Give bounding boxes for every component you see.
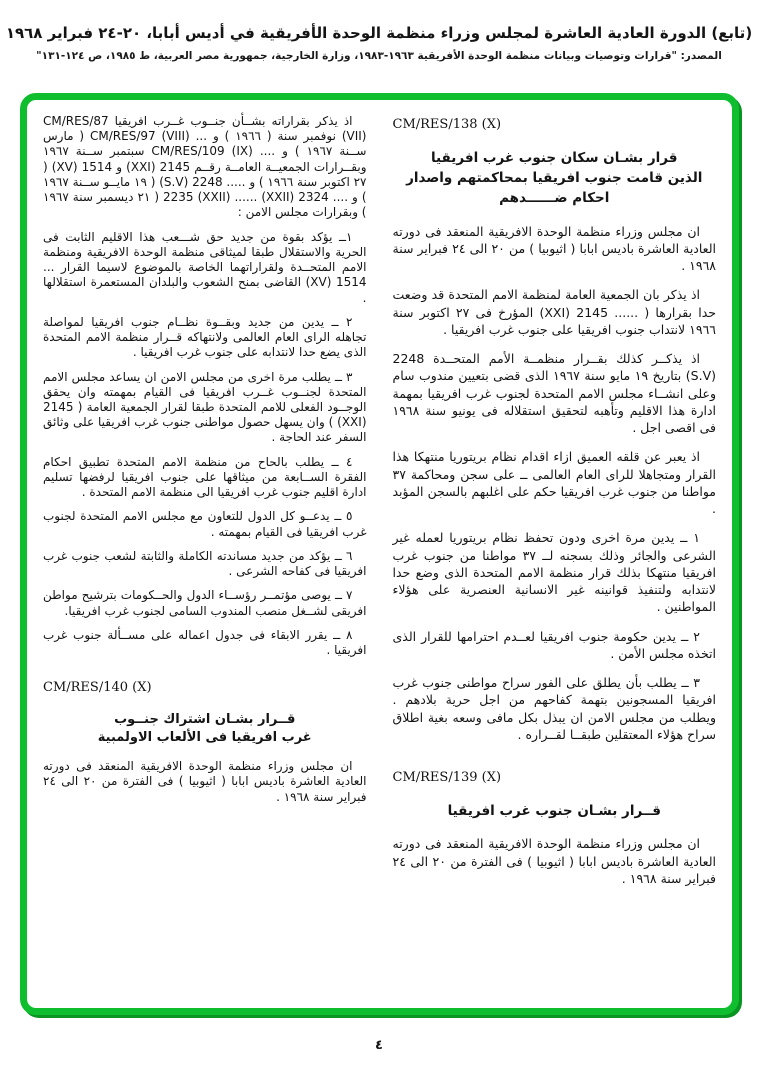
res138-item-1: ١ ــ يدين مرة اخرى ودون تحفظ نظام بريتوريا لعمله غير الشرعى والجائر وذلك بسجنه لــ ٣٧ مواطنا من جنوب غرب افريقيا منتهكا بذلك قرار منظمة الامم المتحدة الذى وضع حدا لانتدابه ولتنفيذ قوانينه غير الانسانية العنصرية على هؤلاء المواطنين . — [392, 530, 716, 615]
header-title: (تابع) الدورة العادية العاشرة لمجلس وزراء منظمة الوحدة الأفريقية في أديس أبابا، ٢٠-٢٤ فبراير ١٩٦٨ — [5, 24, 753, 42]
left-item-6: ٦ ــ يؤكد من جديد مساندته الكاملة والثابتة لشعب جنوب غرب افريقيا فى كفاحه الشرعى . — [43, 548, 367, 579]
left-item-4: ٤ ــ يطلب بالحاح من منظمة الامم المتحدة تطبيق احكام الفقرة الســابعة من ميثاقها على جنوب افريقيا لرفضها تسليم ادارة اقليم جنوب غرب افريقيا الى منظمة الامم المتحدة . — [43, 454, 367, 500]
two-column-layout — [43, 114, 716, 994]
resolution-code-cm-res-139: CM/RES/139 (X) — [392, 770, 502, 786]
resolution-code-cm-res-138: CM/RES/138 (X) — [392, 117, 502, 132]
page-header — [0, 0, 758, 62]
resolution-block-139 — [393, 769, 717, 887]
res138-paragraph-concern: اذ يعبر عن قلقه العميق ازاء اقدام نظام بريتوريا منتهكا هذا القرار ومتجاهلا للراى العام العالمى ــ على سجن ومحاكمة ٣٧ مواطنا من جنوب غرب افريقيا حكم على اغلبهم بالسجن المؤبد . — [392, 449, 716, 517]
res138-paragraph-preamble: ان مجلس وزراء منظمة الوحدة الافريقية المنعقد فى دورته العادية العاشرة باديس ابابا ( اثيوبيا ) من ٢٠ الى ٢٤ فبراير سنة ١٩٦٨ . — [392, 223, 716, 274]
green-content-frame — [20, 93, 739, 1015]
resolution-title-140-line2: غرب افريقيا فى الألعاب الاولمبية — [97, 729, 312, 745]
header-source-line: المصدر: "قرارات وتوصيات وبيانات منظمة الوحدة الأفريقية ١٩٦٣-١٩٨٣، وزارة الخارجية، جمهورية مصر العربية، ط ١٩٨٥، ص ١٢٤-١٣١" — [36, 50, 722, 62]
resolution-title-138-line3: احكام ضــــــدهم — [499, 190, 610, 207]
left-item-8: ٨ ــ يقرر الابقاء فى جدول اعماله على مســألة جنوب غرب افريقيا . — [43, 627, 367, 658]
res139-paragraph-preamble: ان مجلس وزراء منظمة الوحدة الافريقية المنعقد فى دورته العادية العاشرة باديس ابابا ( اثيوبيا ) فى الفترة من ٢٠ الى ٢٤ فبراير سنة ١٩٦٨ . — [392, 836, 716, 886]
res138-item-2: ٢ ــ يدين حكومة جنوب افريقيا لعــدم احترامها للقرار الذى اتخذه مجلس الأمن . — [392, 628, 716, 661]
left-item-7: ٧ ــ يوصى مؤتمــر رؤســاء الدول والحــكومات بترشيح مواطن افريقى لشــغل منصب المندوب السامى لجنوب غرب افريقيا. — [43, 588, 367, 618]
left-item-3: ٣ ــ يطلب مرة اخرى من مجلس الامن ان يساعد مجلس الامم المتحدة لجنــوب غــرب افريقيا فى القيام بمهمته وان يحقق الوجــود الفعلى للامم المتحدة طبقا لقرار الجمعية العامة ( 2145 (XXI) ) وان يسهل حصول مواطنى جنوب غرب افريقيا على وثائق السفر عند الحاجة . — [43, 369, 367, 445]
page-number: ٤ — [375, 1038, 383, 1053]
resolution-title-139: قــرار بشـان جنوب غرب افريقيا — [447, 803, 661, 820]
res138-paragraph-recall-ga: اذ يذكر بان الجمعية العامة لمنظمة الامم المتحدة قد وضعت حدا بقرارها ( ...... 2145 (XXI) المؤرخ فى ٢٧ اكتوبر سنة ١٩٦٦ لانتداب جنوب افريقيا على جنوب غرب افريقيا . — [392, 287, 716, 337]
resolution-title-140-line1: قــرار بشـان اشتراك جنــوب — [114, 711, 296, 727]
left-item-5: ٥ ــ يدعــو كل الدول للتعاون مع مجلس الامم المتحدة لجنوب غرب افريقيا فى القيام بمهمته . — [43, 509, 367, 539]
res138-paragraph-recall-2248: اذ يذكــر كذلك بقــرار منظمــة الأمم المتحــدة 2248 (S.V) بتاريخ ١٩ مايو سنة ١٩٦٧ الذى قضى بتعيين مندوب سام وعلى انشــاء مجلس الامم المتحدة لجنوب غرب افريقيا بمهمة ادارة هذا الاقليم وتأهبه لتحقيق استقلاله فى يونيو سنة ١٩٦٨ فى اقصى اجل . — [392, 351, 717, 436]
left-column-intro-recall-resolutions: اذ يذكر بقراراته بشــأن جنــوب غــرب افريقيا CM/RES/87 (VII) نوفمبر سنة ( ١٩٦٦ ) و ... CM/RES/97 (VIII) ( مارس ســنة ١٩٦٧ ) و .... CM/RES/109 (IX) سبتمبر ســنة ١٩٦٧ وبقــرارات الجمعيــة العامــة رقــم 2145 (XXI) و 1514 (XV) ( ٢٧ اكتوبر سنة ١٩٦٦ ) و ..... 2248 (S.V) ( ١٩ مايــو ســنة ١٩٦٧ ) و .... 2324 (XXII) ...... 2235 (XXII) ( ٢١ ديسمبر سنة ١٩٦٧ ) وبقرارات مجلس الامن : — [43, 114, 367, 220]
resolution-title-138 — [393, 148, 717, 209]
left-item-2: ٢ ــ يدين من جديد وبقــوة نظــام جنوب افريقيا لمواصلة تجاهله الراى العام العالمى ولانتهاكه قــرار منظمة الامم المتحدة الذى يضع حدا لانتدابه على جنوب غرب افريقيا . — [43, 314, 367, 360]
res140-paragraph-preamble: ان مجلس وزراء منظمة الوحدة الافريقية المنعقد فى دورته العادية العاشرة باديس ابابا ( اثيوبيا ) فى الفترة من ٢٠ الى ٢٤ فبراير سنة ١٩٦٨ . — [43, 759, 367, 804]
column-left-continuation-res140 — [43, 114, 367, 994]
resolution-title-138-line1: قرار بشـان سكان جنوب غرب افريقيا — [430, 149, 678, 166]
column-right-res138-139 — [393, 114, 717, 994]
res138-item-3: ٣ ــ يطلب بأن يطلق على الفور سراح مواطنى جنوب غرب افريقيا المسجونين بتهمة كفاحهم من اجل حرية بلادهم . ويطلب من مجلس الامن ان يبذل بكل مافى وسعه بغية اطلاق سراح هؤلاء المعتقلين طبقــا لقــراره . — [392, 675, 716, 742]
resolution-title-140 — [43, 711, 367, 747]
left-item-1: ١ــ يؤكد بقوة من جديد حق شـــعب هذا الاقليم الثابت فى الحرية والاستقلال طبقا لميثاقى منظمة الوحدة الافريقية ومنظمة الامم المتحــدة ولقراراتهما الخاصة بالموضوع لاسيما القرار ... 1514 (XV) القاضى بمنح الشعوب والبلدان المستعمرة استقلالها . — [43, 229, 367, 305]
resolution-code-cm-res-140: CM/RES/140 (X) — [43, 680, 152, 696]
resolution-title-138-line2: الذين قامت جنوب افريقيا بمحاكمتهم واصدار — [406, 170, 703, 187]
resolution-block-140 — [43, 680, 367, 805]
